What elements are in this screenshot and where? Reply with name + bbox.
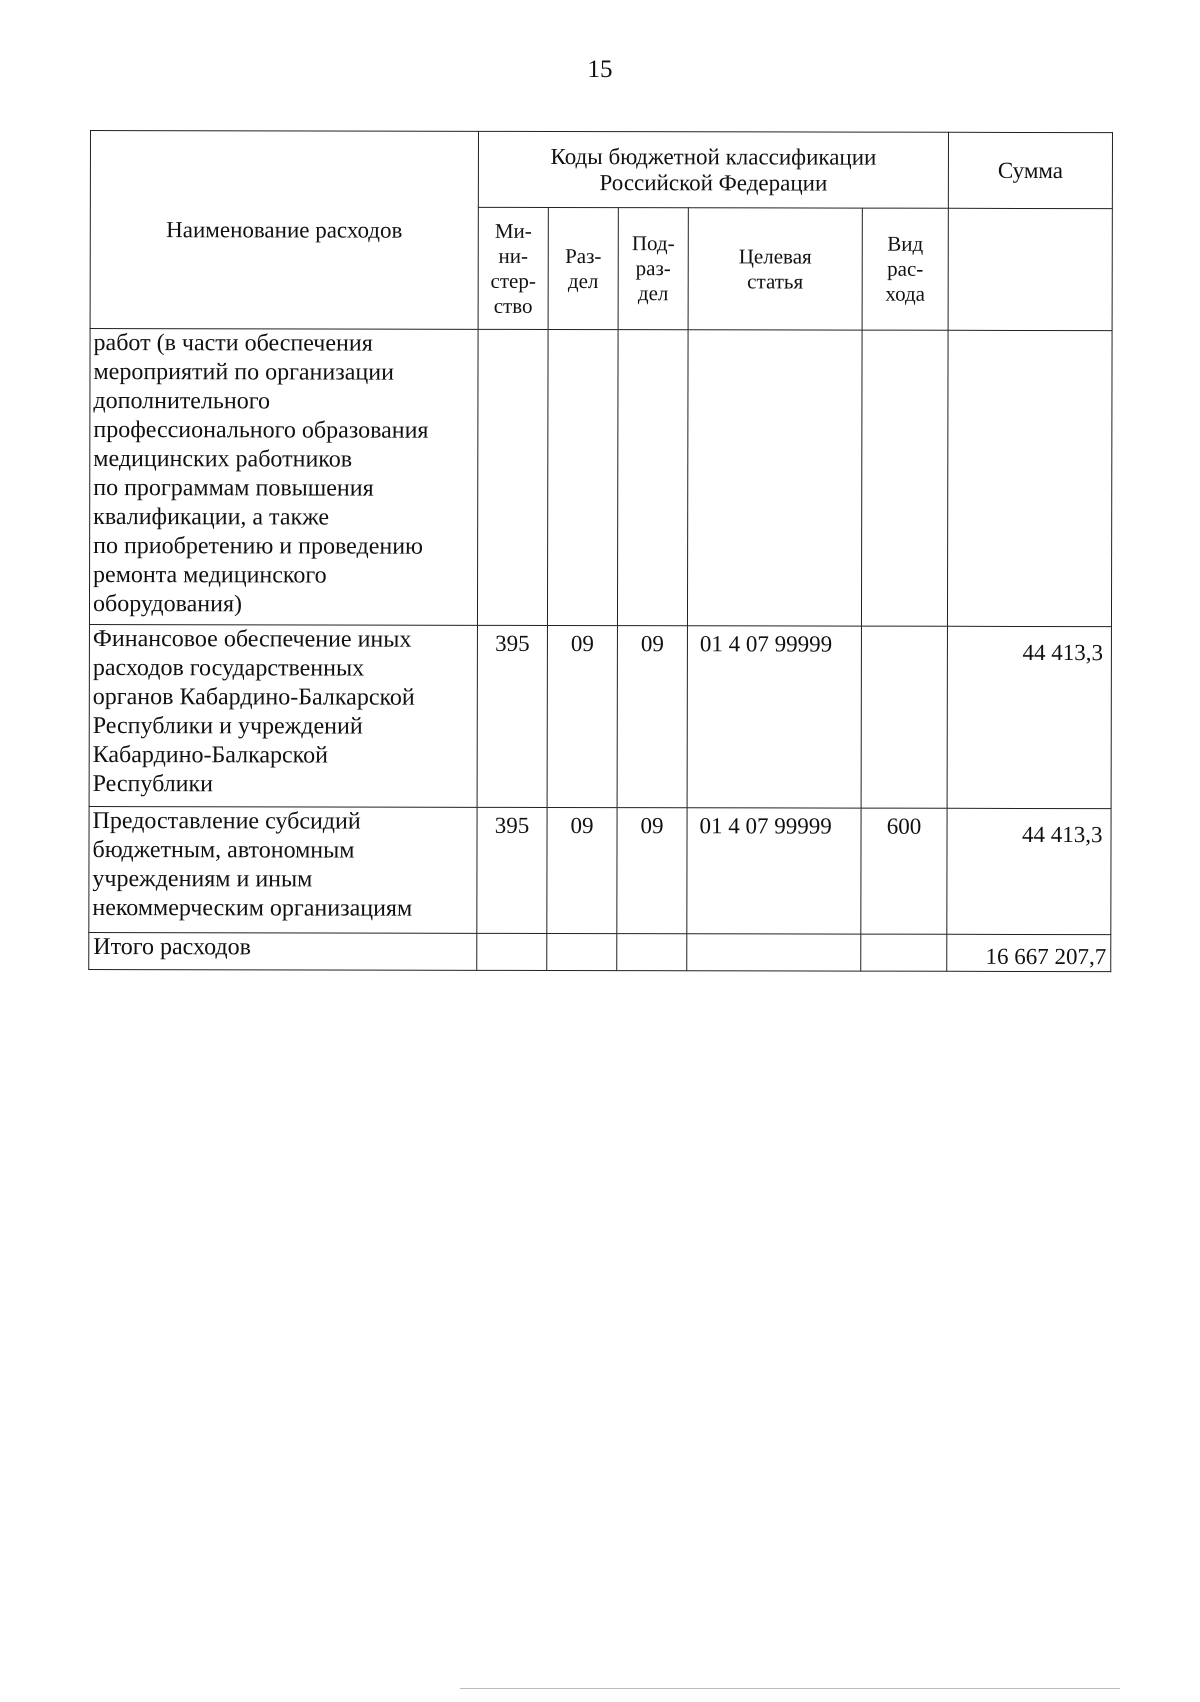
header-sum: Сумма (948, 132, 1112, 208)
row-name-line: дополнительного (93, 388, 271, 415)
row-section: 09 (547, 807, 617, 933)
row-expense-type: 600 (861, 808, 947, 934)
header-expense-line: рас- (887, 256, 924, 281)
table-row (89, 329, 1112, 627)
row-target-article: 01 4 07 99999 (687, 626, 861, 808)
row-ministry: 395 (477, 807, 547, 933)
table-row (89, 806, 1111, 934)
row-name-line: ремонта медицинского (93, 562, 327, 589)
header-ministry-line: ни- (498, 243, 528, 268)
row-name-line: оборудования) (92, 591, 243, 618)
row-name (89, 806, 477, 933)
header-name: Наименование расходов (90, 131, 478, 330)
row-name-line: Кабардино-Балкарской (92, 742, 329, 769)
row-name-line: учреждениям и иным (92, 866, 313, 893)
row-expense-type (861, 330, 948, 626)
total-row (89, 932, 1111, 971)
header-section-line: Раз- (565, 243, 602, 268)
row-section (547, 329, 618, 625)
row-name-line: некоммерческим организациям (92, 895, 413, 922)
total-empty-cell (477, 933, 547, 970)
header-expense-line: Вид (887, 231, 924, 256)
row-ministry: 395 (477, 625, 547, 807)
total-label: Итого расходов (89, 932, 477, 970)
header-subsection (618, 208, 688, 330)
row-name-line: бюджетным, автономным (92, 837, 355, 864)
row-expense-type (861, 626, 947, 808)
budget-table (88, 130, 1113, 972)
row-name-line: работ (в части обеспечения (93, 330, 373, 357)
header-ministry-line: стер- (490, 268, 536, 293)
header-ministry-line: Ми- (494, 218, 532, 243)
row-name-line: расходов государственных (92, 655, 365, 682)
total-empty-cell (861, 934, 947, 971)
header-row-1 (90, 131, 1112, 209)
row-name-line: Республики (92, 771, 214, 798)
table-row (89, 624, 1111, 808)
row-section: 09 (547, 625, 617, 807)
row-name-line: по приобретению и проведению (93, 533, 424, 560)
row-name-line: Республики и учреждений (92, 713, 363, 740)
header-ministry-line: ство (493, 293, 533, 318)
row-target-article: 01 4 07 99999 (687, 808, 861, 934)
header-target-line: Целевая (738, 243, 812, 269)
row-ministry (477, 329, 548, 625)
scan-edge-line (460, 1688, 1120, 1689)
row-name (89, 329, 478, 626)
row-name-line: медицинских работников (93, 446, 353, 473)
row-name-line: по программам повышения (93, 475, 374, 502)
header-target-line: статья (747, 268, 804, 293)
header-codes-line: Российской Федерации (599, 169, 828, 196)
header-section-line: дел (567, 268, 599, 293)
row-sum (948, 330, 1113, 626)
row-name-line: мероприятий по организации (93, 359, 394, 386)
header-subsection-line: раз- (635, 256, 671, 281)
row-subsection: 09 (617, 808, 687, 934)
header-codes-group (478, 131, 948, 208)
header-expense-line: хода (885, 281, 926, 306)
row-sum: 44 413,3 (947, 808, 1111, 934)
total-empty-cell (547, 933, 617, 970)
row-name-line: квалификации, а также (93, 504, 330, 531)
row-name-line: Предоставление субсидий (92, 808, 361, 835)
row-target-article (687, 330, 862, 626)
row-name (89, 624, 477, 807)
row-subsection (617, 330, 688, 626)
total-sum: 16 667 207,7 (947, 934, 1111, 971)
row-subsection: 09 (617, 626, 687, 808)
row-name-line: профессионального образования (93, 417, 429, 444)
header-subsection-line: дел (637, 281, 669, 306)
row-sum: 44 413,3 (947, 626, 1111, 808)
header-subsection-line: Под- (631, 231, 675, 256)
header-ministry (478, 207, 548, 329)
header-section (548, 207, 618, 329)
row-name-line: органов Кабардино-Балкарской (92, 684, 415, 711)
total-empty-cell (617, 934, 687, 971)
page-number: 15 (587, 56, 613, 83)
header-target-article (688, 208, 862, 330)
header-codes-line: Коды бюджетной классификации (550, 143, 877, 170)
header-sum-empty (948, 208, 1112, 330)
header-expense-type (862, 208, 948, 330)
row-name-line: Финансовое обеспечение иных (92, 626, 412, 653)
total-empty-cell (687, 934, 861, 971)
